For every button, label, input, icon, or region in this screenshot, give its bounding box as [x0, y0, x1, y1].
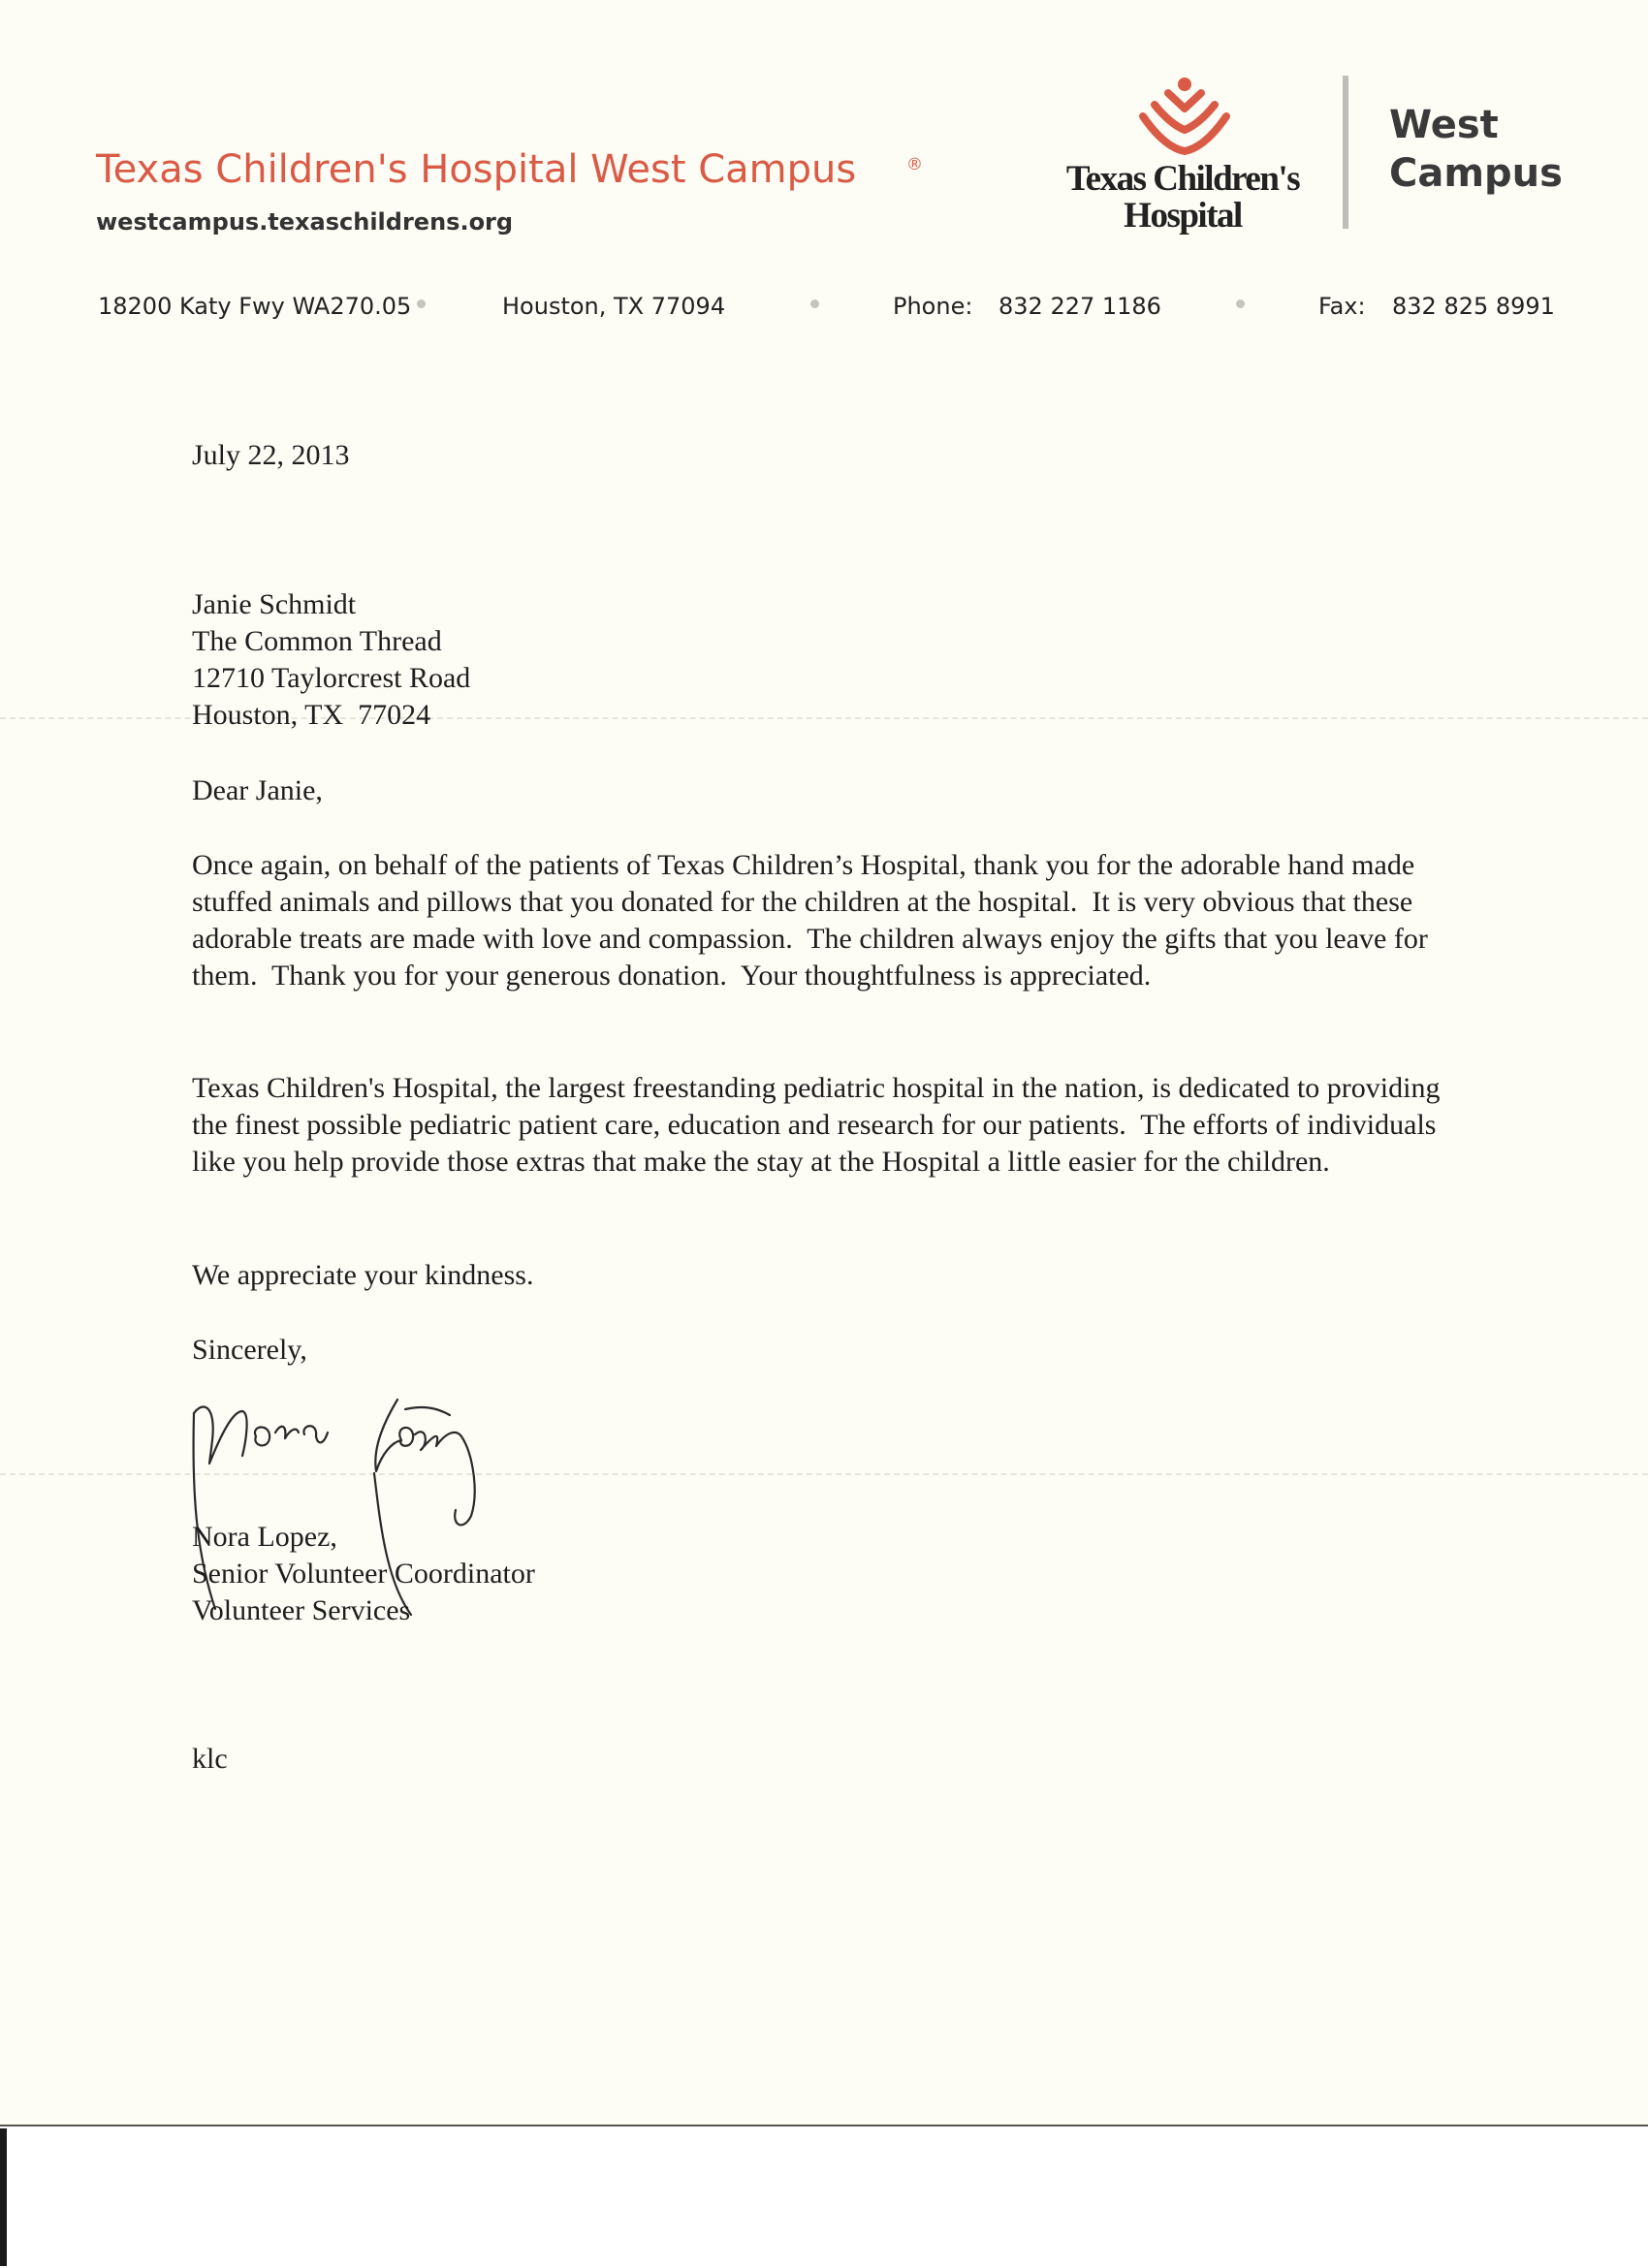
fax-label: Fax: — [1318, 293, 1366, 320]
scan-edge — [0, 2128, 7, 2266]
valediction: Sincerely, — [192, 1334, 307, 1366]
logo-name-line1: Texas Children's — [1065, 159, 1300, 199]
registered-mark: ® — [906, 155, 923, 174]
contact-street: 18200 Katy Fwy WA270.05 — [98, 293, 412, 320]
campus-line1: West — [1389, 103, 1499, 147]
letterhead-title: Texas Children's Hospital West Campus — [96, 147, 857, 192]
typist-initials: klc — [192, 1743, 228, 1775]
signatory-department: Volunteer Services — [192, 1594, 411, 1626]
body-paragraph: Once again, on behalf of the patients of Texas Children’s Hospital, thank you for the adorable hand made stuffed animals and pillows that you donated for the children at the hospital. It is very obvious that these adorable treats are made with love and compassion. The children always enjoy the gifts that you leave for them. Thank you for your generous donation. Your thoughtfulness is appreciated. — [192, 849, 1436, 992]
contact-city: Houston, TX 77094 — [502, 293, 726, 320]
recipient-city: Houston, TX 77024 — [192, 699, 431, 731]
letterhead-website: westcampus.texaschildrens.org — [96, 208, 514, 236]
logo-name-line2: Hospital — [1124, 196, 1242, 236]
campus-name — [1389, 101, 1563, 198]
logo-divider — [1343, 76, 1348, 229]
fax-number: 832 825 8991 — [1392, 293, 1555, 320]
letter-date: July 22, 2013 — [192, 439, 350, 471]
recipient-street: 12710 Taylorcrest Road — [192, 662, 471, 694]
salutation: Dear Janie, — [192, 774, 323, 806]
campus-line2: Campus — [1389, 151, 1563, 196]
separator-dot — [1236, 299, 1245, 308]
signatory-title: Senior Volunteer Coordinator — [192, 1558, 535, 1590]
recipient-organization: The Common Thread — [192, 625, 442, 657]
recipient-name: Janie Schmidt — [192, 588, 357, 620]
body-paragraph: Texas Children's Hospital, the largest freestanding pediatric hospital in the nation, is dedicated to providing the finest possible pediatric patient care, education and research for our patients. The efforts of individuals like you help provide those extras that make the stay at the Hospital a little easier for the children. — [192, 1072, 1447, 1178]
phone-number: 832 227 1186 — [998, 293, 1161, 320]
hospital-logo — [1042, 76, 1323, 240]
closing-line: We appreciate your kindness. — [192, 1259, 534, 1291]
scan-margin — [0, 2125, 1648, 2268]
separator-dot — [810, 299, 819, 308]
phone-label: Phone: — [893, 293, 973, 320]
separator-dot — [417, 299, 426, 308]
signatory-name: Nora Lopez, — [192, 1521, 337, 1553]
hospital-logo-icon — [1131, 76, 1238, 157]
